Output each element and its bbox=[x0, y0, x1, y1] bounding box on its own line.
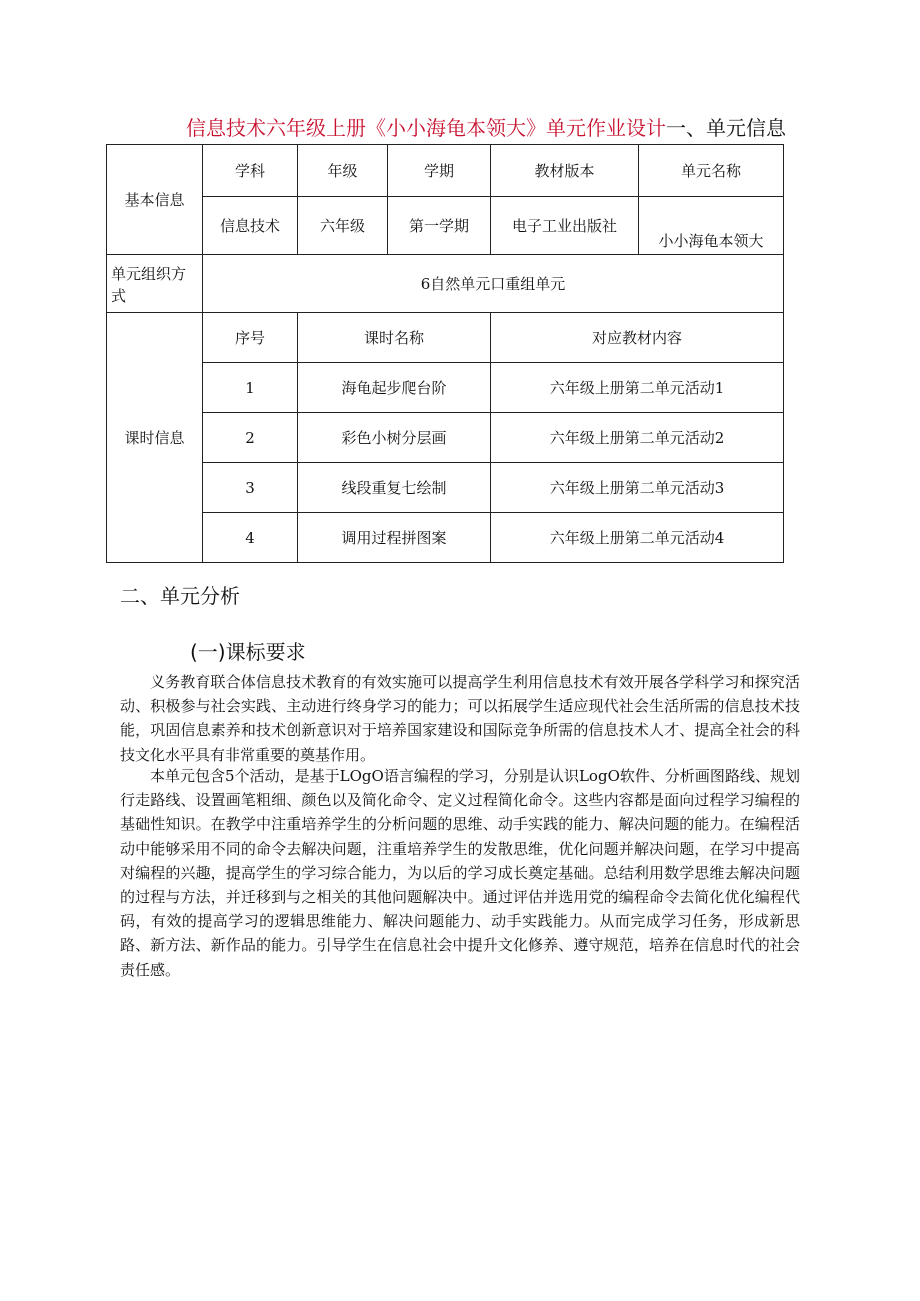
document-title bbox=[186, 114, 786, 142]
org-value: 6自然单元口重组单元 bbox=[203, 255, 784, 313]
value-grade: 六年级 bbox=[298, 197, 388, 255]
table-row bbox=[107, 413, 784, 463]
basic-info-label: 基本信息 bbox=[107, 145, 203, 255]
lesson-content: 六年级上册第二单元活动4 bbox=[491, 513, 784, 563]
lesson-no: 3 bbox=[203, 463, 298, 513]
org-label: 单元组织方式 bbox=[107, 255, 203, 313]
lesson-info-label: 课时信息 bbox=[107, 313, 203, 563]
section1-heading: 一、单元信息 bbox=[666, 116, 786, 140]
header-textbook: 教材版本 bbox=[491, 145, 639, 197]
lesson-no: 1 bbox=[203, 363, 298, 413]
lesson-no: 2 bbox=[203, 413, 298, 463]
header-subject: 学科 bbox=[203, 145, 298, 197]
table-row bbox=[107, 363, 784, 413]
lesson-name: 海龟起步爬台阶 bbox=[298, 363, 491, 413]
header-unit-name: 单元名称 bbox=[639, 145, 784, 197]
lesson-no: 4 bbox=[203, 513, 298, 563]
paragraph-1: 义务教育联合体信息技术教育的有效实施可以提高学生利用信息技术有效开展各学科学习和探究活动、积极参与社会实践、主动进行终身学习的能力；可以拓展学生适应现代社会生活所需的信息技术技能，巩固信息素养和技术创新意识对于培养国家建设和国际竞争所需的信息技术人才、提高全社会的科技文化水平具有非常重要的奠基作用。 bbox=[120, 673, 800, 764]
lesson-content: 六年级上册第二单元活动3 bbox=[491, 463, 784, 513]
table-row bbox=[107, 513, 784, 563]
lesson-name: 彩色小树分层画 bbox=[298, 413, 491, 463]
lesson-header-name: 课时名称 bbox=[298, 313, 491, 363]
table-row bbox=[107, 463, 784, 513]
header-term: 学期 bbox=[388, 145, 491, 197]
lesson-content: 六年级上册第二单元活动2 bbox=[491, 413, 784, 463]
unit-info-table bbox=[106, 144, 784, 563]
value-unit-name: 小小海龟本领大 bbox=[639, 197, 784, 255]
value-textbook: 电子工业出版社 bbox=[491, 197, 639, 255]
lesson-header-content: 对应教材内容 bbox=[491, 313, 784, 363]
value-subject: 信息技术 bbox=[203, 197, 298, 255]
lesson-header-no: 序号 bbox=[203, 313, 298, 363]
lesson-name: 线段重复七绘制 bbox=[298, 463, 491, 513]
value-term: 第一学期 bbox=[388, 197, 491, 255]
paragraph-2: 本单元包含5个活动，是基于LOgO语言编程的学习，分别是认识LogO软件、分析画图路线、规划行走路线、设置画笔粗细、颜色以及简化命令、定义过程简化命令。这些内容都是面向过程学习编程的基础性知识。在教学中注重培养学生的分析问题的思维、动手实践的能力、解决问题的能力。在编程活动中能够采用不同的命令去解决问题，注重培养学生的发散思维，优化问题并解决问题，在学习中提高对编程的兴趣，提高学生的学习综合能力，为以后的学习成长奠定基础。总结利用数学思维去解决问题的过程与方法，并迁移到与之相关的其他问题解决中。通过评估并选用党的编程命令去简化优化编程代码，有效的提高学习的逻辑思维能力、解决问题能力、动手实践能力。从而完成学习任务，形成新思路、新方法、新作品的能力。引导学生在信息社会中提升文化修养、遵守规范，培养在信息时代的社会责任感。 bbox=[120, 767, 800, 979]
title-main: 信息技术六年级上册《小小海龟本领大》单元作业设计 bbox=[186, 116, 666, 140]
lesson-name: 调用过程拼图案 bbox=[298, 513, 491, 563]
subsection1-heading: (一)课标要求 bbox=[190, 640, 306, 664]
header-grade: 年级 bbox=[298, 145, 388, 197]
lesson-content: 六年级上册第二单元活动1 bbox=[491, 363, 784, 413]
section2-heading: 二、单元分析 bbox=[120, 584, 240, 608]
